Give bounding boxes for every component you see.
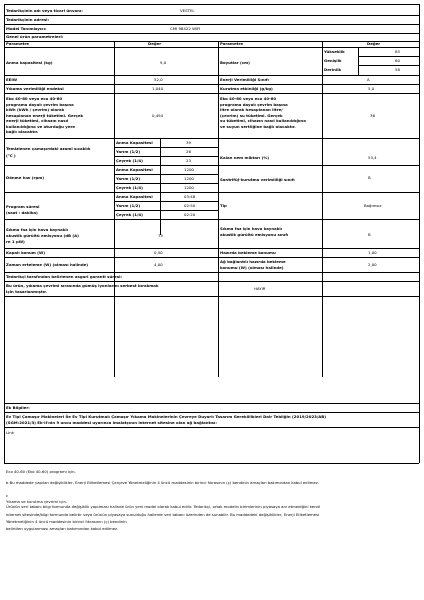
spin-sub-label-2: Çeyrek (1/4): [116, 185, 143, 190]
dims-depth-label: Derinlik: [324, 67, 342, 72]
address-label: Tedarikçinin adresi:: [6, 17, 50, 22]
type-value: Bağımsız: [364, 203, 382, 208]
delay-value: 4,00: [154, 262, 163, 267]
off-mode-label: Kapalı konum (W): [6, 250, 46, 255]
energy-class-value: A: [367, 77, 370, 82]
right-border: [419, 4, 420, 463]
top-border: [4, 4, 419, 5]
energy-line-6: bağlı olacaktır.: [6, 129, 39, 134]
footnote-5: internet sitesinde/bilgi formunda belirtir veya ürünün piyasaya sunulduğu hallerde veri tabanı üzerinden de sunabilir. Bu maddedeki değişiklikler, Enerji Etiketlemesi: [6, 512, 320, 517]
energy-value: 0,494: [152, 113, 164, 118]
spin-sub-label-1: Yarım (1/2): [116, 176, 141, 181]
water-line-0: Eko 40-60 veya eco 40-60: [220, 96, 277, 101]
spin-value-1: 1200: [184, 176, 194, 181]
water-line-2: litre olarak hesaplanan litre/: [220, 107, 283, 112]
noise-label-0: Sıkma faz için hava kaynaklı: [6, 227, 68, 232]
right-param-header: Parametre: [220, 41, 244, 46]
spin-class-value: B: [368, 175, 371, 180]
model-value: CMI 98422 WIFI: [170, 26, 201, 31]
link-label[interactable]: Link: [6, 430, 14, 435]
spin-value-2: 1200: [184, 185, 194, 190]
capacity-value: 9,0: [160, 60, 167, 65]
program-sub-label-0: Anma Kapasitesi: [116, 194, 153, 199]
program-value-0: 03:48: [184, 194, 196, 199]
footnote-6: Yönetmeliğinin 4 üncü maddesinin birinci fıkrasının (ç) bendinin: [6, 519, 127, 524]
energy-line-4: enerji tüketimi, cihazın nasıl: [6, 118, 69, 123]
left-border: [4, 4, 5, 463]
warranty-label: Tedarikçi tarafından belirlenen asgari garanti süresi:: [6, 274, 122, 279]
capacity-label: Anma kapasitesi (kg): [6, 60, 53, 65]
water-line-3: (çevrim) su tüketimi. Gerçek: [220, 112, 283, 118]
dims-width-label: Genişlik: [324, 58, 342, 63]
eeiw-value: 52,0: [154, 77, 163, 82]
dims-height-label: Yükseklik: [324, 49, 345, 54]
energy-line-2: kWh (kWh / çevrim) olarak: [6, 107, 65, 112]
temp-sub-label-0: Anma Kapasitesi: [116, 140, 153, 145]
spin-class-label: Santrifüj-kurutma verimliliği sınıfı: [220, 177, 295, 182]
energy-class-label: Enerji Verimliliği Sınıfı: [220, 77, 269, 82]
water-line-5: ve suyun sertliğine bağlı olacaktır.: [220, 123, 296, 129]
temp-value-2: 23: [186, 158, 191, 163]
silver-label-0: Bu ürün, yıkama çevrimi sırasında gümüş iyonlarını serbest bırakmak: [6, 283, 159, 288]
temp-label-0: Temizlenen çamaşırdaki azami sıcaklık: [6, 146, 91, 151]
dims-width-value: 60: [395, 58, 400, 63]
program-sub-label-1: Yarım (1/2): [116, 203, 141, 208]
footnote-2: c: [6, 493, 9, 498]
dims-depth-value: 58: [395, 67, 400, 72]
spin-value-0: 1200: [184, 167, 194, 172]
footnote-0: Eco 40-60 (Eko 40-60) programı için.: [6, 469, 76, 474]
moisture-label: Kalan nem miktarı (%): [220, 155, 270, 160]
regulation-line-0: Ev Tipi Çamaşır Makineleri İle Ev Tipi Kurutmalı Çamaşır Yıkama Makinelerinin Çevreye Duyarlı Tasarım Gereklilikleri Dair Tebliğin (2019/2023/AB): [6, 414, 327, 419]
footnote-4: Ürünün veri tabanı bilgi formunda değişiklik yapılması halinde ürün yeni model olarak kabul edilir. Tedarikçi, ortak modelin birimlerinin piyasaya arz etmediğini kendi: [6, 504, 320, 509]
energy-line-1: programa dayalı çevrim başına: [6, 101, 74, 107]
water-value: 36: [370, 113, 375, 118]
noise-class-value: B: [368, 232, 371, 237]
silver-label-1: için tasarlanmıştır.: [6, 289, 47, 294]
noise-value: 75: [158, 233, 163, 238]
noise-label-1: akustik gürültü emisyonu (dB (A): [6, 233, 79, 238]
network-label-1: konumu (W) (olması halinde): [220, 265, 284, 270]
silver-value: HAYIR: [254, 286, 266, 291]
wash-index-value: 1,040: [152, 86, 164, 91]
network-label-0: Ağ bağlantılı hazırda bekleme: [220, 259, 286, 264]
noise-label-2: re 1 pW): [6, 239, 25, 244]
program-label-0: Program süresi: [6, 204, 40, 209]
footnote-1: b Bu maddede yapılan değişiklikler, Enerji Etiketlemesi Çerçeve Yönetmeliğinin 4 üncü maddesinin birinci fıkrasının (ç) bendinin amaçları bakımından kabul edilmez.: [6, 480, 319, 485]
model-label: Model Tanımlayıcı:: [6, 26, 47, 31]
energy-line-3: hesaplanan enerji tüketimi. Gerçek: [6, 112, 84, 118]
left-value-header: Değer: [148, 41, 162, 46]
type-label: Tip: [220, 203, 227, 208]
temp-value-1: 26: [186, 149, 191, 154]
temp-value-0: 39: [186, 140, 191, 145]
off-mode-value: 0,50: [154, 250, 163, 255]
network-value: 2,00: [368, 262, 377, 267]
footnote-3: Yıkama ve kurutma çevrimi için.: [6, 499, 68, 504]
temp-sub-label-1: Yarım (1/2): [116, 149, 141, 154]
energy-line-0: Eko 40-60 veya eco 40-60: [6, 96, 63, 101]
dims-height-value: 85: [395, 49, 400, 54]
energy-line-5: kullanıldığına ve oturduğu yere: [6, 123, 76, 129]
supplier-label: Tedarikçinin adı veya ticari ünvanı:: [6, 8, 83, 13]
supplier-value: VESTEL: [180, 8, 195, 13]
general-params-label: Genel ürün parametreleri:: [6, 34, 64, 39]
program-label-1: (saat : dakika): [6, 210, 38, 215]
dims-label: Boyutlar (cm): [220, 60, 250, 65]
eeiw-label: EEIW: [6, 77, 18, 82]
extra-info-label: Ek Bilgiler:: [6, 405, 30, 410]
standby-value: 1,00: [368, 250, 377, 255]
water-line-4: su tüketimi, cihazın nasıl kullanıldığına: [220, 118, 306, 123]
moisture-value: 53,4: [368, 155, 377, 160]
dry-efficiency-label: Kurutma etkinliği (g/kg): [220, 86, 273, 91]
left-param-header: Parametre: [6, 41, 30, 46]
program-value-1: 02:50: [184, 203, 196, 208]
spin-sub-label-0: Anma Kapasitesi: [116, 167, 153, 172]
program-sub-label-2: Çeyrek (1/4): [116, 212, 143, 217]
wash-index-label: Yıkama verimliliği endeksi: [6, 86, 64, 91]
right-value-header: Değer: [367, 41, 381, 46]
program-value-2: 02:20: [184, 212, 196, 217]
delay-label: Zaman erteleme (W) (olması halinde): [6, 262, 89, 267]
dry-efficiency-value: 5,0: [368, 86, 375, 91]
footnote-7: belirtilen uygulanması amaçları bakımından kabul edilmez.: [6, 526, 119, 531]
temp-sub-label-2: Çeyrek (1/4): [116, 158, 143, 163]
standby-label: Hazırda bekleme konumu: [220, 250, 276, 255]
water-line-1: programa dayalı çevrim başına: [220, 101, 288, 107]
spin-label: Dönme hızı (rpm): [6, 175, 45, 180]
noise-class-label-0: Sıkma faz için hava kaynaklı: [220, 226, 282, 231]
noise-class-label-1: akustik gürültü emisyonu sınıfı: [220, 232, 289, 237]
regulation-line-1: (SGM:2021/3) Ek-II'nin 9 uncu maddesi uyarınca imalatçının internet sitesine olan ağ bağlantısı:: [6, 420, 217, 425]
temp-label-1: (°C ): [6, 153, 16, 158]
